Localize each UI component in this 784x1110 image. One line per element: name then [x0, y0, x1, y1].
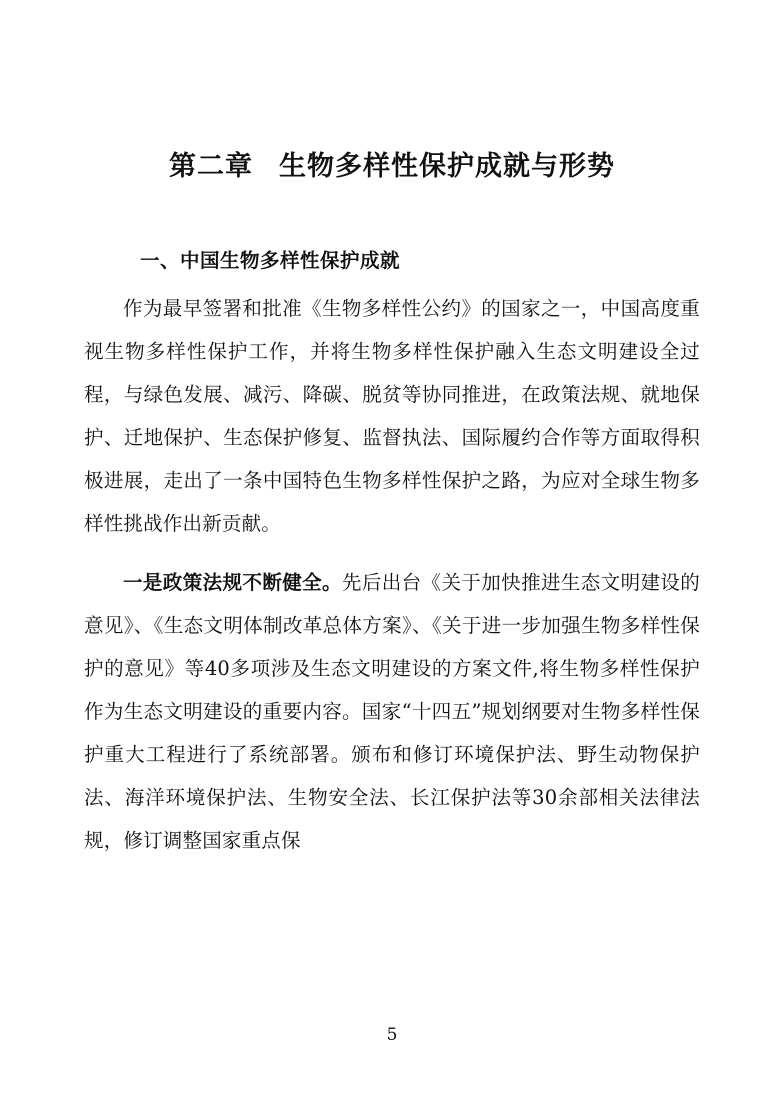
chapter-title-number: 第二章 — [169, 151, 253, 182]
section-heading: 一、中国生物多样性保护成就 — [140, 248, 401, 272]
page-number: 5 — [386, 1025, 398, 1045]
paragraph-2 — [84, 561, 700, 862]
paragraph-1: 作为最早签署和批准《生物多样性公约》的国家之一，中国高度重视生物多样性保护工作，并将生物多样性保护融入生态文明建设全过程，与绿色发展、减污、降碳、脱贫等协同推进，在政策法规、就地保护、迁地保护、生态保护修复、监督执法、国际履约合作等方面取得积极进展，走出了一条中国特色生物多样性保护之路，为应对全球生物多样性挑战作出新贡献。 — [84, 297, 700, 536]
page-content — [84, 0, 700, 862]
paragraph-2-lead: 一是政策法规不断健全。 — [123, 571, 342, 595]
paragraph-2-text: 先后出台《关于加快推进生态文明建设的意见》、《生态文明体制改革总体方案》、《关于进一步加强生物多样性保护的意见》等40多项涉及生态文明建设的方案文件,将生物多样性保护作为生态文明建设的重要内容。国家“十四五”规划纲要对生物多样性保护重大工程进行了系统部署。颁布和修订环境保护法、野生动物保护法、海洋环境保护法、生物安全法、长江保护法等30余部相关法律法规，修订调整国家重点保 — [84, 571, 700, 853]
chapter-title-text: 生物多样性保护成就与形势 — [279, 151, 615, 182]
chapter-title — [84, 0, 700, 186]
